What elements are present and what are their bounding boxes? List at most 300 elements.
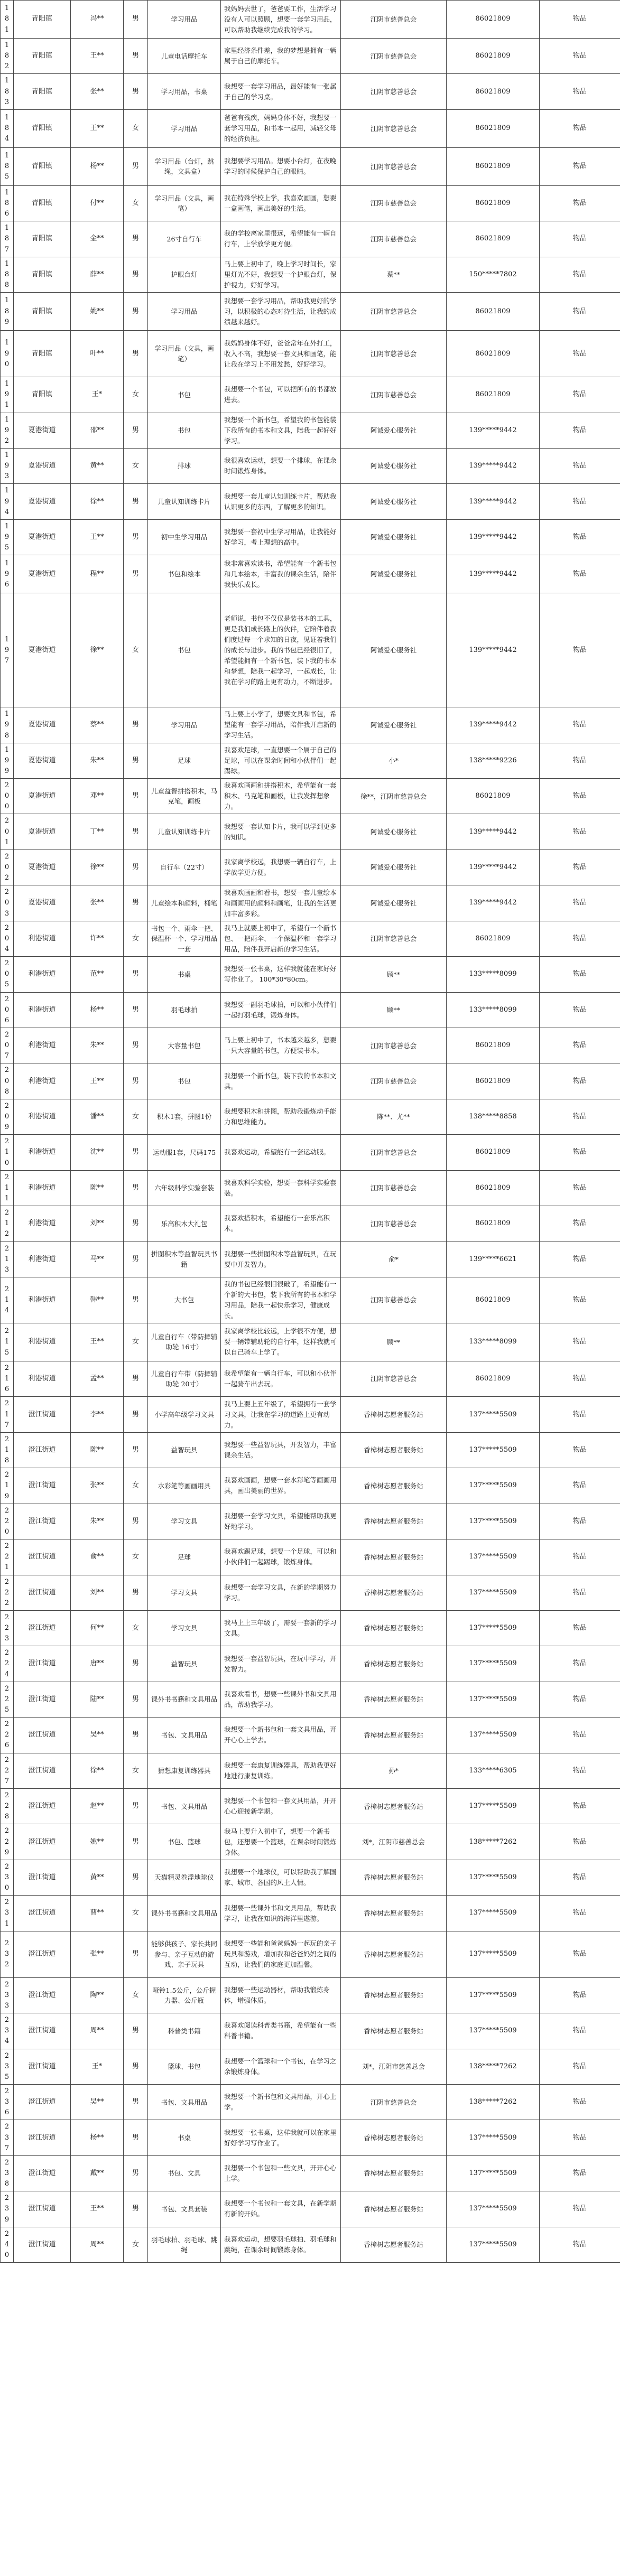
gift-cell: 儿童认知训练卡片 <box>148 484 221 519</box>
town-cell: 夏港街道 <box>14 850 71 885</box>
phone-cell: 139*****9442 <box>447 413 540 448</box>
recipient-name: 黄** <box>71 448 124 483</box>
gender-cell: 男 <box>124 221 148 257</box>
gender-cell: 男 <box>124 331 148 377</box>
wish-text: 我想要一些能和爸爸妈妈一起玩的亲子玩具和游戏，增加我和爸爸妈妈之间的互动，让我们的家庭更加温馨。 <box>221 1931 341 1977</box>
row-number: 199 <box>1 743 14 778</box>
wish-text: 我妈妈去世了，爸爸要工作，生活学习没有人可以照顾，想要一套学习用品，可以帮助我继续完成我的学习。 <box>221 1 341 39</box>
gift-cell: 书包、文具用品 <box>148 1789 221 1824</box>
phone-cell: 86021809 <box>447 1135 540 1170</box>
phone-cell: 137*****5509 <box>447 1575 540 1610</box>
phone-cell: 138*****7262 <box>447 2049 540 2084</box>
table-row <box>1 957 620 992</box>
town-cell: 夏港街道 <box>14 448 71 483</box>
town-cell: 澄江街道 <box>14 1824 71 1860</box>
phone-cell: 137*****5509 <box>447 2191 540 2227</box>
row-number: 206 <box>1 992 14 1028</box>
phone-cell: 137*****5509 <box>447 2013 540 2049</box>
gift-cell: 书包、文具套装 <box>148 2191 221 2227</box>
recipient-name: 徐** <box>71 593 124 707</box>
town-cell: 澄江街道 <box>14 2013 71 2049</box>
type-cell: 物品 <box>540 1242 620 1277</box>
wish-text: 我喜欢科学实验，想要一套科学实验套装。 <box>221 1170 341 1206</box>
wish-text: 我想要一套康复训练器具，帮助我更好地进行康复训练。 <box>221 1753 341 1788</box>
phone-cell: 139*****9442 <box>447 707 540 743</box>
row-number: 193 <box>1 448 14 483</box>
table-row <box>1 109 620 147</box>
row-number: 237 <box>1 2120 14 2155</box>
town-cell: 利港街道 <box>14 1242 71 1277</box>
recipient-name: 邵** <box>71 413 124 448</box>
type-cell: 物品 <box>540 850 620 885</box>
recipient-name: 丁** <box>71 814 124 850</box>
phone-cell: 138*****9226 <box>447 743 540 778</box>
row-number: 201 <box>1 814 14 850</box>
claimant-cell: 阿诚爱心服务社 <box>341 593 447 707</box>
phone-cell: 86021809 <box>447 1063 540 1099</box>
type-cell: 物品 <box>540 377 620 413</box>
claimant-cell: 江阴市慈善总会 <box>341 147 447 185</box>
gift-cell: 书包、篮球 <box>148 1824 221 1860</box>
claimant-cell: 江阴市慈善总会 <box>341 921 447 956</box>
wish-text: 我马上要升入初中了，想要一个新书包，还想要一个篮球，在课余时间锻炼身体。 <box>221 1824 341 1860</box>
gender-cell: 男 <box>124 707 148 743</box>
table-row <box>1 2120 620 2155</box>
gift-cell: 书桌 <box>148 957 221 992</box>
type-cell: 物品 <box>540 2049 620 2084</box>
table-row <box>1 1504 620 1539</box>
row-number: 192 <box>1 413 14 448</box>
wish-text: 我想要一些益智玩具，开发智力，丰富课余生活。 <box>221 1432 341 1468</box>
recipient-name: 姚** <box>71 293 124 331</box>
phone-cell: 137*****5509 <box>447 1539 540 1575</box>
row-number: 204 <box>1 921 14 956</box>
gift-cell: 小学高年级学习文具 <box>148 1397 221 1432</box>
type-cell: 物品 <box>540 519 620 555</box>
wish-text: 我想要积木和拼图，帮助我锻炼动手能力和思维能力。 <box>221 1099 341 1134</box>
row-number: 231 <box>1 1896 14 1931</box>
wish-text: 我的学校离家里很远，希望能有一辆自行车，上学放学更方便。 <box>221 221 341 257</box>
wish-text: 我想要一个书包和一些文具，开开心心上学。 <box>221 2155 341 2191</box>
table-row <box>1 1789 620 1824</box>
wish-text: 我想要一个篮球和一个书包，在学习之余锻炼身体。 <box>221 2049 341 2084</box>
type-cell: 物品 <box>540 413 620 448</box>
row-number: 207 <box>1 1028 14 1063</box>
wish-text: 我想要一些课外书和文具用品，帮助我学习，让我在知识的海洋里遨游。 <box>221 1896 341 1931</box>
table-row <box>1 814 620 850</box>
town-cell: 利港街道 <box>14 1099 71 1134</box>
phone-cell: 86021809 <box>447 293 540 331</box>
claimant-cell: 徐**，江阴市慈善总会 <box>341 779 447 814</box>
recipient-name: 王** <box>71 2191 124 2227</box>
phone-cell: 86021809 <box>447 109 540 147</box>
type-cell: 物品 <box>540 1323 620 1361</box>
recipient-name: 陆** <box>71 1682 124 1717</box>
type-cell: 物品 <box>540 1432 620 1468</box>
type-cell: 物品 <box>540 147 620 185</box>
gender-cell: 男 <box>124 1718 148 1753</box>
wish-text: 我在特殊学校上学，我喜欢画画，想要一盒画笔，画出美好的生活。 <box>221 185 341 221</box>
gender-cell: 男 <box>124 2084 148 2120</box>
wish-text: 爸爸有残疾，妈妈身体不好，我想要一套学习用品，和书本一起用，减轻父母的经济负担。 <box>221 109 341 147</box>
table-row <box>1 1242 620 1277</box>
gift-cell: 积木1套，拼图1份 <box>148 1099 221 1134</box>
type-cell: 物品 <box>540 2155 620 2191</box>
claimant-cell: 香樟树志愿者服务站 <box>341 1860 447 1895</box>
wish-text: 我想要一个新书包，装下我的书本和文具。 <box>221 1063 341 1099</box>
recipient-name: 朱** <box>71 743 124 778</box>
table-row <box>1 293 620 331</box>
wish-text: 我喜欢足球，一直想要一个属于自己的足球，可以在课余时间和小伙伴们一起踢球。 <box>221 743 341 778</box>
recipient-name: 邓** <box>71 779 124 814</box>
gender-cell: 男 <box>124 957 148 992</box>
gender-cell: 男 <box>124 2191 148 2227</box>
table-row <box>1 1063 620 1099</box>
gender-cell: 女 <box>124 1896 148 1931</box>
table-row <box>1 1860 620 1895</box>
row-number: 229 <box>1 1824 14 1860</box>
town-cell: 青阳镇 <box>14 39 71 74</box>
claimant-cell: 江阴市慈善总会 <box>341 331 447 377</box>
recipient-name: 吴** <box>71 2084 124 2120</box>
gift-cell: 能够供孩子、家长共同参与、亲子互动的游戏、亲子玩具 <box>148 1931 221 1977</box>
claimant-cell: 江阴市慈善总会 <box>341 1206 447 1242</box>
wish-text: 我马上要上五年级了，希望拥有一套学习文具，让我在学习的道路上更有动力。 <box>221 1397 341 1432</box>
claimant-cell: 江阴市慈善总会 <box>341 109 447 147</box>
town-cell: 利港街道 <box>14 1135 71 1170</box>
recipient-name: 姚** <box>71 1824 124 1860</box>
table-row <box>1 2049 620 2084</box>
table-row <box>1 257 620 292</box>
gender-cell: 男 <box>124 257 148 292</box>
type-cell: 物品 <box>540 1824 620 1860</box>
recipient-name: 蔡** <box>71 707 124 743</box>
row-number: 185 <box>1 147 14 185</box>
table-row <box>1 448 620 483</box>
table-row <box>1 1646 620 1682</box>
wish-text: 我妈妈身体不好，爸爸常年在外打工，收入不高，我想要一套文具和画笔，能让我在学习上不用发愁，好好学习。 <box>221 331 341 377</box>
wish-text: 我想要一张书桌，这样我就可以在家里好好学习写作业了。 <box>221 2120 341 2155</box>
row-number: 234 <box>1 2013 14 2049</box>
row-number: 215 <box>1 1323 14 1361</box>
claimant-cell: 香樟树志愿者服务站 <box>341 2227 447 2262</box>
claimant-cell: 江阴市慈善总会 <box>341 1361 447 1396</box>
claimant-cell: 江阴市慈善总会 <box>341 1170 447 1206</box>
row-number: 225 <box>1 1682 14 1717</box>
claimant-cell: 陈**、尤** <box>341 1099 447 1134</box>
phone-cell: 86021809 <box>447 779 540 814</box>
type-cell: 物品 <box>540 484 620 519</box>
row-number: 187 <box>1 221 14 257</box>
claimant-cell: 刘*，江阴市慈善总会 <box>341 2049 447 2084</box>
gift-cell: 大书包 <box>148 1277 221 1323</box>
claimant-cell: 香樟树志愿者服务站 <box>341 1931 447 1977</box>
wish-text: 老师说，书包不仅仅是装书本的工具，更是我们成长路上的伙伴，它陪伴着我们度过每一个求知的日夜，见证着我们的成长与进步。我的书包已经很旧了，希望能拥有一个新书包，装下我的书本和梦想，陪我一起学习，一起成长，让我在学习的路上更有动力，不断进步。 <box>221 593 341 707</box>
wish-text: 我想要一个新书包，希望我的书包能装下我所有的书本和文具，陪我一起好好学习。 <box>221 413 341 448</box>
wish-text: 我想要一些拼图积木等益智玩具，在玩耍中开发智力。 <box>221 1242 341 1277</box>
row-number: 188 <box>1 257 14 292</box>
recipient-name: 张** <box>71 885 124 921</box>
town-cell: 澄江街道 <box>14 1977 71 2013</box>
town-cell: 夏港街道 <box>14 519 71 555</box>
gender-cell: 男 <box>124 1206 148 1242</box>
wish-text: 我家离学校远，我想要一辆自行车，上学放学更方便。 <box>221 850 341 885</box>
table-row <box>1 992 620 1028</box>
claimant-cell: 江阴市慈善总会 <box>341 74 447 109</box>
gift-cell: 益智玩具 <box>148 1432 221 1468</box>
recipient-name: 王** <box>71 39 124 74</box>
recipient-name: 俞** <box>71 1539 124 1575</box>
phone-cell: 137*****5509 <box>447 1860 540 1895</box>
gift-cell: 拼图积木等益智玩具书籍 <box>148 1242 221 1277</box>
type-cell: 物品 <box>540 1646 620 1682</box>
phone-cell: 137*****5509 <box>447 1610 540 1646</box>
claimant-cell: 香樟树志愿者服务站 <box>341 2013 447 2049</box>
gender-cell: 男 <box>124 1575 148 1610</box>
row-number: 181 <box>1 1 14 39</box>
gender-cell: 女 <box>124 185 148 221</box>
gift-cell: 书包 <box>148 413 221 448</box>
recipient-name: 马** <box>71 1242 124 1277</box>
town-cell: 夏港街道 <box>14 885 71 921</box>
gender-cell: 男 <box>124 1789 148 1824</box>
row-number: 184 <box>1 109 14 147</box>
recipient-name: 周** <box>71 2013 124 2049</box>
type-cell: 物品 <box>540 743 620 778</box>
type-cell: 物品 <box>540 1931 620 1977</box>
wish-text: 我喜欢运动，想要羽毛球拍、羽毛球和跳绳，在课余时间锻炼身体。 <box>221 2227 341 2262</box>
gift-cell: 书桌 <box>148 2120 221 2155</box>
table-row <box>1 2084 620 2120</box>
wish-text: 我想要一个书包和一套文具，在新学期有新的开始。 <box>221 2191 341 2227</box>
type-cell: 物品 <box>540 1860 620 1895</box>
wish-text: 我马上上三年级了，需要一套新的学习文具。 <box>221 1610 341 1646</box>
row-number: 223 <box>1 1610 14 1646</box>
town-cell: 澄江街道 <box>14 1646 71 1682</box>
type-cell: 物品 <box>540 74 620 109</box>
wish-text: 我想要一套学习用品，最好能有一张属于自己的学习桌。 <box>221 74 341 109</box>
town-cell: 利港街道 <box>14 957 71 992</box>
wish-text: 我想要一套学习文具，在新的学期努力学习。 <box>221 1575 341 1610</box>
type-cell: 物品 <box>540 885 620 921</box>
gift-cell: 学习用品，书桌 <box>148 74 221 109</box>
gift-cell: 儿童自行车带（防摔辅助轮 20寸） <box>148 1361 221 1396</box>
gender-cell: 男 <box>124 2049 148 2084</box>
table-row <box>1 519 620 555</box>
phone-cell: 133*****8099 <box>447 992 540 1028</box>
claimant-cell: 香樟树志愿者服务站 <box>341 1718 447 1753</box>
table-row <box>1 2155 620 2191</box>
town-cell: 青阳镇 <box>14 74 71 109</box>
claimant-cell: 香樟树志愿者服务站 <box>341 1575 447 1610</box>
table-row <box>1 1718 620 1753</box>
claimant-cell: 江阴市慈善总会 <box>341 377 447 413</box>
recipient-name: 徐** <box>71 484 124 519</box>
row-number: 209 <box>1 1099 14 1134</box>
type-cell: 物品 <box>540 1610 620 1646</box>
recipient-name: 徐** <box>71 1753 124 1788</box>
gift-cell: 护眼台灯 <box>148 257 221 292</box>
gift-cell: 学习用品（文具，画笔） <box>148 331 221 377</box>
wish-text: 我喜欢阅读科普类书籍，希望能有一些科普书籍。 <box>221 2013 341 2049</box>
town-cell: 利港街道 <box>14 1028 71 1063</box>
type-cell: 物品 <box>540 2120 620 2155</box>
table-row <box>1 1977 620 2013</box>
table-row <box>1 1682 620 1717</box>
recipient-name: 杨** <box>71 2120 124 2155</box>
wish-text: 我很喜欢运动，想要一个排球，在课余时间锻炼身体。 <box>221 448 341 483</box>
type-cell: 物品 <box>540 814 620 850</box>
town-cell: 青阳镇 <box>14 331 71 377</box>
table-row <box>1 593 620 707</box>
row-number: 198 <box>1 707 14 743</box>
recipient-name: 唐** <box>71 1646 124 1682</box>
recipient-name: 陈** <box>71 1170 124 1206</box>
type-cell: 物品 <box>540 921 620 956</box>
town-cell: 利港街道 <box>14 1170 71 1206</box>
phone-cell: 86021809 <box>447 377 540 413</box>
recipient-name: 潘** <box>71 1099 124 1134</box>
type-cell: 物品 <box>540 221 620 257</box>
claimant-cell: 香樟树志愿者服务站 <box>341 1646 447 1682</box>
town-cell: 利港街道 <box>14 1323 71 1361</box>
gift-cell: 儿童自行车（带防摔辅助轮 16寸） <box>148 1323 221 1361</box>
row-number: 186 <box>1 185 14 221</box>
town-cell: 夏港街道 <box>14 779 71 814</box>
table-row <box>1 1099 620 1134</box>
recipient-name: 叶** <box>71 331 124 377</box>
gift-cell: 大容量书包 <box>148 1028 221 1063</box>
phone-cell: 139*****6621 <box>447 1242 540 1277</box>
gift-cell: 儿童认知训练卡片 <box>148 814 221 850</box>
gift-cell: 书包和绘本 <box>148 555 221 593</box>
row-number: 230 <box>1 1860 14 1895</box>
row-number: 221 <box>1 1539 14 1575</box>
gift-cell: 初中生学习用品 <box>148 519 221 555</box>
claimant-cell: 阿诚爱心服务社 <box>341 814 447 850</box>
row-number: 232 <box>1 1931 14 1977</box>
type-cell: 物品 <box>540 1504 620 1539</box>
recipient-name: 曹** <box>71 1896 124 1931</box>
wish-text: 我想要一张书桌，这样我就能在家好好写作业了。 100*30*80cm。 <box>221 957 341 992</box>
wish-text: 我家离学校比较远，上学很不方便，想要一辆带辅助轮的自行车，这样我就可以自己骑车上学了。 <box>221 1323 341 1361</box>
row-number: 224 <box>1 1646 14 1682</box>
type-cell: 物品 <box>540 555 620 593</box>
row-number: 203 <box>1 885 14 921</box>
gender-cell: 男 <box>124 1824 148 1860</box>
type-cell: 物品 <box>540 1099 620 1134</box>
gift-cell: 书包、文具用品 <box>148 2084 221 2120</box>
wish-text: 马上要上初中了，晚上学习时间长，家里灯光不好，我想要一个护眼台灯，保护视力，好好学习。 <box>221 257 341 292</box>
gift-cell: 羽毛球拍、羽毛球、跳绳 <box>148 2227 221 2262</box>
recipient-name: 赵** <box>71 1789 124 1824</box>
gift-cell: 26寸自行车 <box>148 221 221 257</box>
row-number: 219 <box>1 1468 14 1504</box>
type-cell: 物品 <box>540 1468 620 1504</box>
wish-text: 我马上就要上初中了，希望有一个新书包、一把雨伞、一个保温杯和一套学习用品，陪伴我开启新的学习生活。 <box>221 921 341 956</box>
gender-cell: 男 <box>124 147 148 185</box>
gift-cell: 学习用品 <box>148 707 221 743</box>
claimant-cell: 阿诚爱心服务社 <box>341 885 447 921</box>
claimant-cell: 江阴市慈善总会 <box>341 2084 447 2120</box>
wish-text: 我想要一个书包，可以把所有的书都放进去。 <box>221 377 341 413</box>
claimant-cell: 江阴市慈善总会 <box>341 1 447 39</box>
town-cell: 青阳镇 <box>14 109 71 147</box>
gender-cell: 女 <box>124 448 148 483</box>
table-row <box>1 850 620 885</box>
table-row <box>1 1539 620 1575</box>
phone-cell: 139*****9442 <box>447 885 540 921</box>
town-cell: 利港街道 <box>14 992 71 1028</box>
table-row <box>1 331 620 377</box>
claimant-cell: 江阴市慈善总会 <box>341 293 447 331</box>
recipient-name: 张** <box>71 74 124 109</box>
gender-cell: 男 <box>124 885 148 921</box>
town-cell: 夏港街道 <box>14 707 71 743</box>
claimant-cell: 香樟树志愿者服务站 <box>341 1468 447 1504</box>
town-cell: 澄江街道 <box>14 2084 71 2120</box>
row-number: 226 <box>1 1718 14 1753</box>
gift-cell: 足球 <box>148 743 221 778</box>
wish-text: 我想要一些运动器材，帮助我锻炼身体，增强体质。 <box>221 1977 341 2013</box>
claimant-cell: 刘*，江阴市慈善总会 <box>341 1824 447 1860</box>
claimant-cell: 香樟树志愿者服务站 <box>341 1504 447 1539</box>
phone-cell: 133*****8099 <box>447 1323 540 1361</box>
type-cell: 物品 <box>540 1977 620 2013</box>
town-cell: 澄江街道 <box>14 1468 71 1504</box>
recipient-name: 金** <box>71 221 124 257</box>
town-cell: 澄江街道 <box>14 1397 71 1432</box>
phone-cell: 139*****9442 <box>447 814 540 850</box>
table-row <box>1 885 620 921</box>
town-cell: 澄江街道 <box>14 1860 71 1895</box>
recipient-name: 王* <box>71 377 124 413</box>
row-number: 194 <box>1 484 14 519</box>
recipient-name: 程** <box>71 555 124 593</box>
type-cell: 物品 <box>540 1753 620 1788</box>
recipient-name: 王** <box>71 1323 124 1361</box>
gender-cell: 女 <box>124 2227 148 2262</box>
table-row <box>1 743 620 778</box>
gender-cell: 男 <box>124 1860 148 1895</box>
wish-text: 我想要一套益智玩具，在玩中学习，开发智力。 <box>221 1646 341 1682</box>
row-number: 190 <box>1 331 14 377</box>
phone-cell: 139*****9442 <box>447 593 540 707</box>
gift-cell: 书包一个、雨伞一把、保温杯一个、学习用品一套 <box>148 921 221 956</box>
phone-cell: 86021809 <box>447 1 540 39</box>
claimant-cell: 阿诚爱心服务社 <box>341 448 447 483</box>
claimant-cell: 香樟树志愿者服务站 <box>341 2191 447 2227</box>
type-cell: 物品 <box>540 1361 620 1396</box>
wish-text: 我喜欢画画和看书，想要一套儿童绘本和画画用的颜料和画笔，让我的生活更加丰富多彩。 <box>221 885 341 921</box>
row-number: 195 <box>1 519 14 555</box>
table-row <box>1 779 620 814</box>
claimant-cell: 香樟树志愿者服务站 <box>341 2120 447 2155</box>
claimant-cell: 香樟树志愿者服务站 <box>341 1789 447 1824</box>
table-row <box>1 555 620 593</box>
claimant-cell: 阿诚爱心服务社 <box>341 413 447 448</box>
table-row <box>1 1610 620 1646</box>
gender-cell: 女 <box>124 1539 148 1575</box>
town-cell: 夏港街道 <box>14 413 71 448</box>
wish-text: 我想要一个地球仪，可以帮助我了解国家、城市、各国的风土人情。 <box>221 1860 341 1895</box>
recipient-name: 韩** <box>71 1277 124 1323</box>
type-cell: 物品 <box>540 707 620 743</box>
recipient-name: 徐** <box>71 850 124 885</box>
table-row <box>1 1170 620 1206</box>
recipient-name: 范** <box>71 957 124 992</box>
gender-cell: 男 <box>124 1646 148 1682</box>
